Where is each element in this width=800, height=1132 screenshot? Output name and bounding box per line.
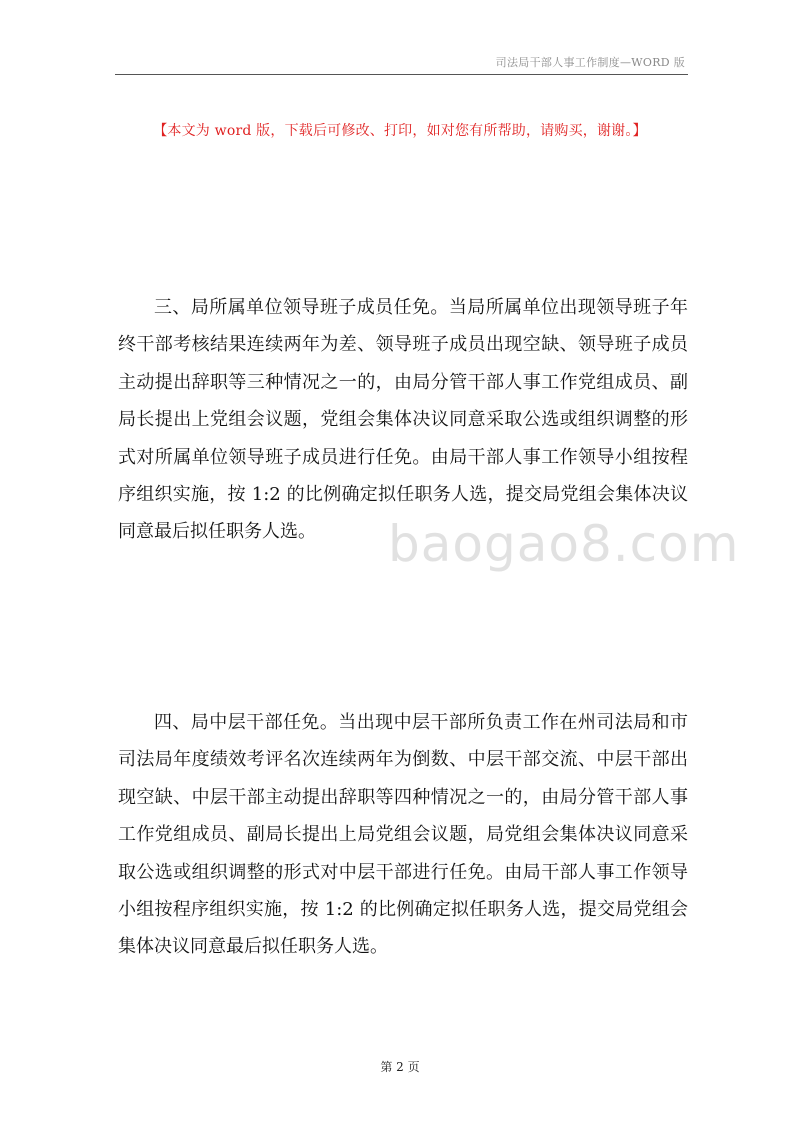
running-header: 司法局干部人事工作制度—WORD 版 (495, 56, 685, 69)
paragraph-leadership-appointment: 三、局所属单位领导班子成员任免。当局所属单位出现领导班子年终干部考核结果连续两年为差、领导班子成员出现空缺、领导班子成员主动提出辞职等三种情况之一的，由局分管干部人事工作党组成员、副局长提出上党组会议题，党组会集体决议同意采取公选或组织调整的形式对所属单位领导班子成员进行任免。由局干部人事工作领导小组按程序组织实施，按 1:2 的比例确定拟任职务人选，提交局党组会集体决议同意最后拟任职务人选。 (118, 297, 688, 543)
header-divider (115, 74, 688, 75)
paragraph-middle-cadre-appointment: 四、局中层干部任免。当出现中层干部所负责工作在州司法局和市司法局年度绩效考评名次连续两年为倒数、中层干部交流、中层干部出现空缺、中层干部主动提出辞职等四种情况之一的，由局分管干部人事工作党组成员、副局长提出上局党组会议题，局党组会集体决议同意采取公选或组织调整的形式对中层干部进行任免。由局干部人事工作领导小组按程序组织实施，按 1:2 的比例确定拟任职务人选，提交局党组会集体决议同意最后拟任职务人选。 (118, 712, 688, 958)
watermark-text: baogao8.com (388, 515, 740, 573)
page-number: 第 2 页 (380, 1060, 420, 1074)
download-notice: 【本文为 word 版，下载后可修改、打印，如对您有所帮助，请购买，谢谢。】 (153, 123, 647, 139)
